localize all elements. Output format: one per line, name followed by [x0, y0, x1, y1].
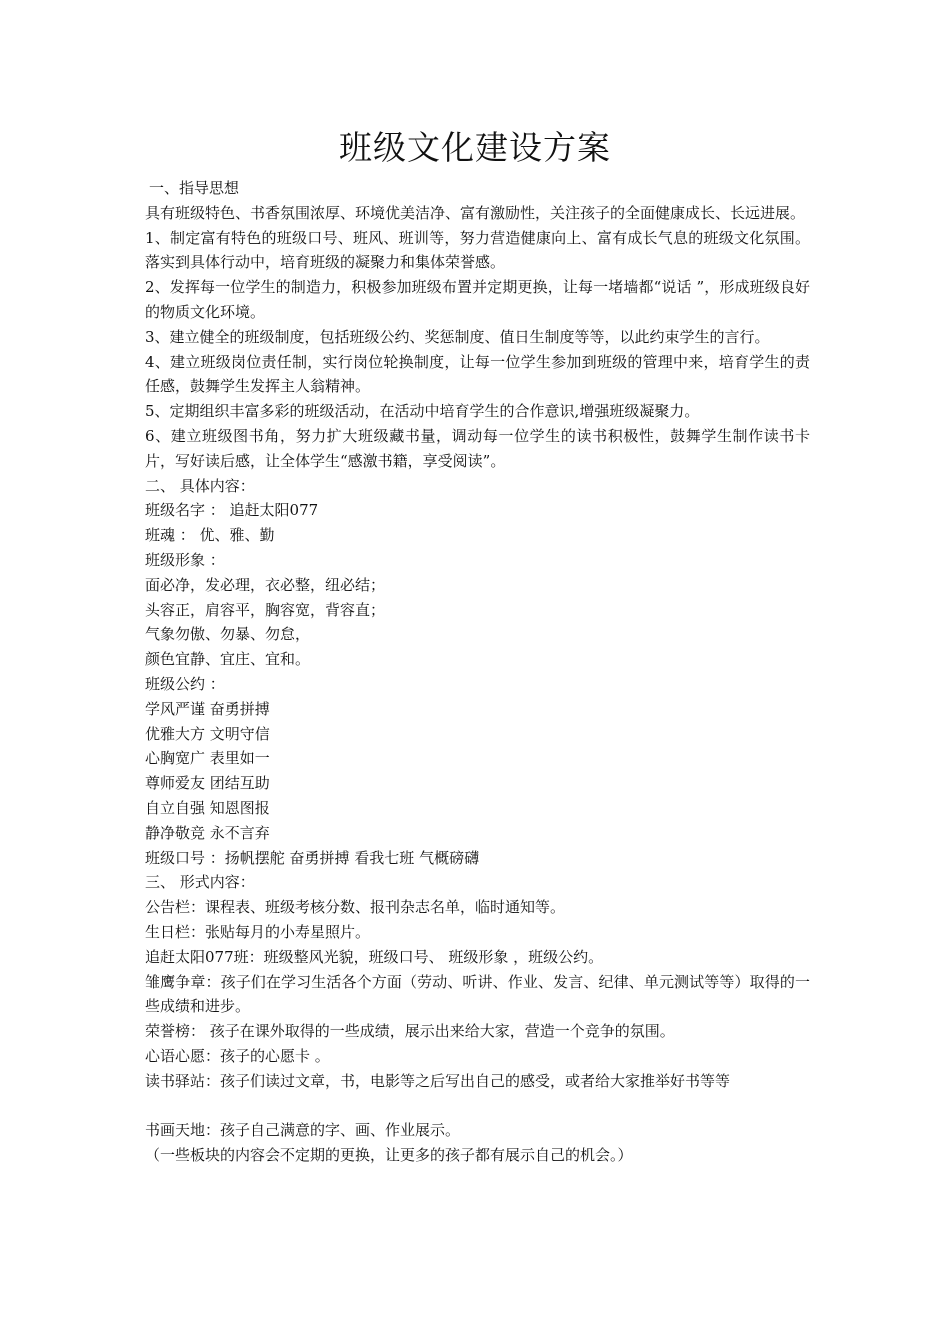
- content-line: 追赶太阳077班：班级整风光貌，班级口号、 班级形象 ，班级公约。: [145, 947, 604, 966]
- content-line: 心胸宽广 表里如一: [145, 749, 270, 768]
- content-line: 学风严谨 奋勇拼搏: [145, 699, 270, 718]
- section-heading-guiding-thought: 一、指导思想: [149, 179, 240, 197]
- paragraph-item-3: 3、建立健全的班级制度，包括班级公约、奖惩制度、值日生制度等等，以此约束学生的言行。: [145, 327, 770, 346]
- content-line: 公告栏：课程表、班级考核分数、报刊杂志名单，临时通知等。: [145, 898, 566, 917]
- content-line: 班级口号 ：扬帆摆舵 奋勇拼搏 看我七班 气概磅礴: [145, 848, 480, 867]
- section-heading-specific-content: 二、 具体内容：: [145, 476, 255, 495]
- content-line: 生日栏：张贴每月的小寿星照片。: [145, 922, 371, 941]
- content-line: 自立自强 知恩图报: [145, 798, 270, 817]
- section-heading-format-content: 三、 形式内容：: [145, 873, 255, 892]
- content-line: 头容正，肩容平，胸容宽，背容直；: [145, 600, 386, 619]
- content-line: 班级名字 ： 追赶太阳077: [145, 501, 319, 520]
- content-line: 优雅大方 文明守信: [145, 724, 270, 743]
- content-line: 班级公约 ：: [145, 674, 225, 693]
- content-line: 心语心愿：孩子的心愿卡 。: [145, 1046, 330, 1065]
- content-line: 班级形象 ：: [145, 550, 225, 569]
- closing-note: （一些板块的内容会不定期的更换，让更多的孩子都有展示自己的机会。）: [145, 1146, 633, 1165]
- paragraph-item-2: 2、发挥每一位学生的制造力，积极参加班级布置并定期更换，让每一堵墙都“说话 ”，形成班级良好的物质文化环境。: [145, 278, 810, 321]
- content-line: 雏鹰争章：孩子们在学习生活各个方面（劳动、听讲、作业、发言、纪律、单元测试等等）取得的一些成绩和进步。: [145, 972, 810, 1016]
- content-line: 班魂 ： 优、雅、勤: [145, 526, 275, 545]
- content-line: 书画天地：孩子自己满意的字、画、作业展示。: [145, 1121, 461, 1140]
- paragraph-item-6: 6、建立班级图书角，努力扩大班级藏书量，调动每一位学生的读书积极性，鼓舞学生制作读书卡片，写好读后感，让全体学生“感激书籍，享受阅读”。: [145, 426, 810, 470]
- document-body: [145, 176, 810, 1168]
- paragraph-item-5: 5、定期组织丰富多彩的班级活动，在活动中培育学生的合作意识,增强班级凝聚力。: [145, 402, 700, 421]
- paragraph-item-4: 4、建立班级岗位责任制，实行岗位轮换制度，让每一位学生参加到班级的管理中来，培育学生的责任感，鼓舞学生发挥主人翁精神。: [145, 352, 810, 396]
- content-line: 面必净，发必理，衣必整，纽必结；: [145, 575, 386, 594]
- paragraph-item-1: 1、制定富有特色的班级口号、班风、班训等，努力营造健康向上、富有成长气息的班级文化氛围。落实到具体行动中，培育班级的凝聚力和集体荣誉感。: [145, 228, 810, 272]
- paragraph-intro: 具有班级特色、书香氛围浓厚、环境优美洁净、富有激励性，关注孩子的全面健康成长、长远进展。: [145, 203, 806, 222]
- content-line: 气象勿傲、勿暴、勿怠，: [145, 625, 311, 644]
- document-title: 班级文化建设方案: [339, 128, 611, 167]
- content-line: 颜色宜静、宜庄、宜和。: [145, 650, 311, 669]
- content-line: 荣誉榜： 孩子在课外取得的一些成绩，展示出来给大家，营造一个竞争的氛围。: [145, 1022, 675, 1041]
- blank-line: [145, 1093, 810, 1118]
- content-line: 读书驿站：孩子们读过文章，书，电影等之后写出自己的感受，或者给大家推举好书等等: [145, 1071, 731, 1090]
- content-line: 静净敬竞 永不言弃: [145, 823, 270, 842]
- content-line: 尊师爱友 团结互助: [145, 774, 270, 793]
